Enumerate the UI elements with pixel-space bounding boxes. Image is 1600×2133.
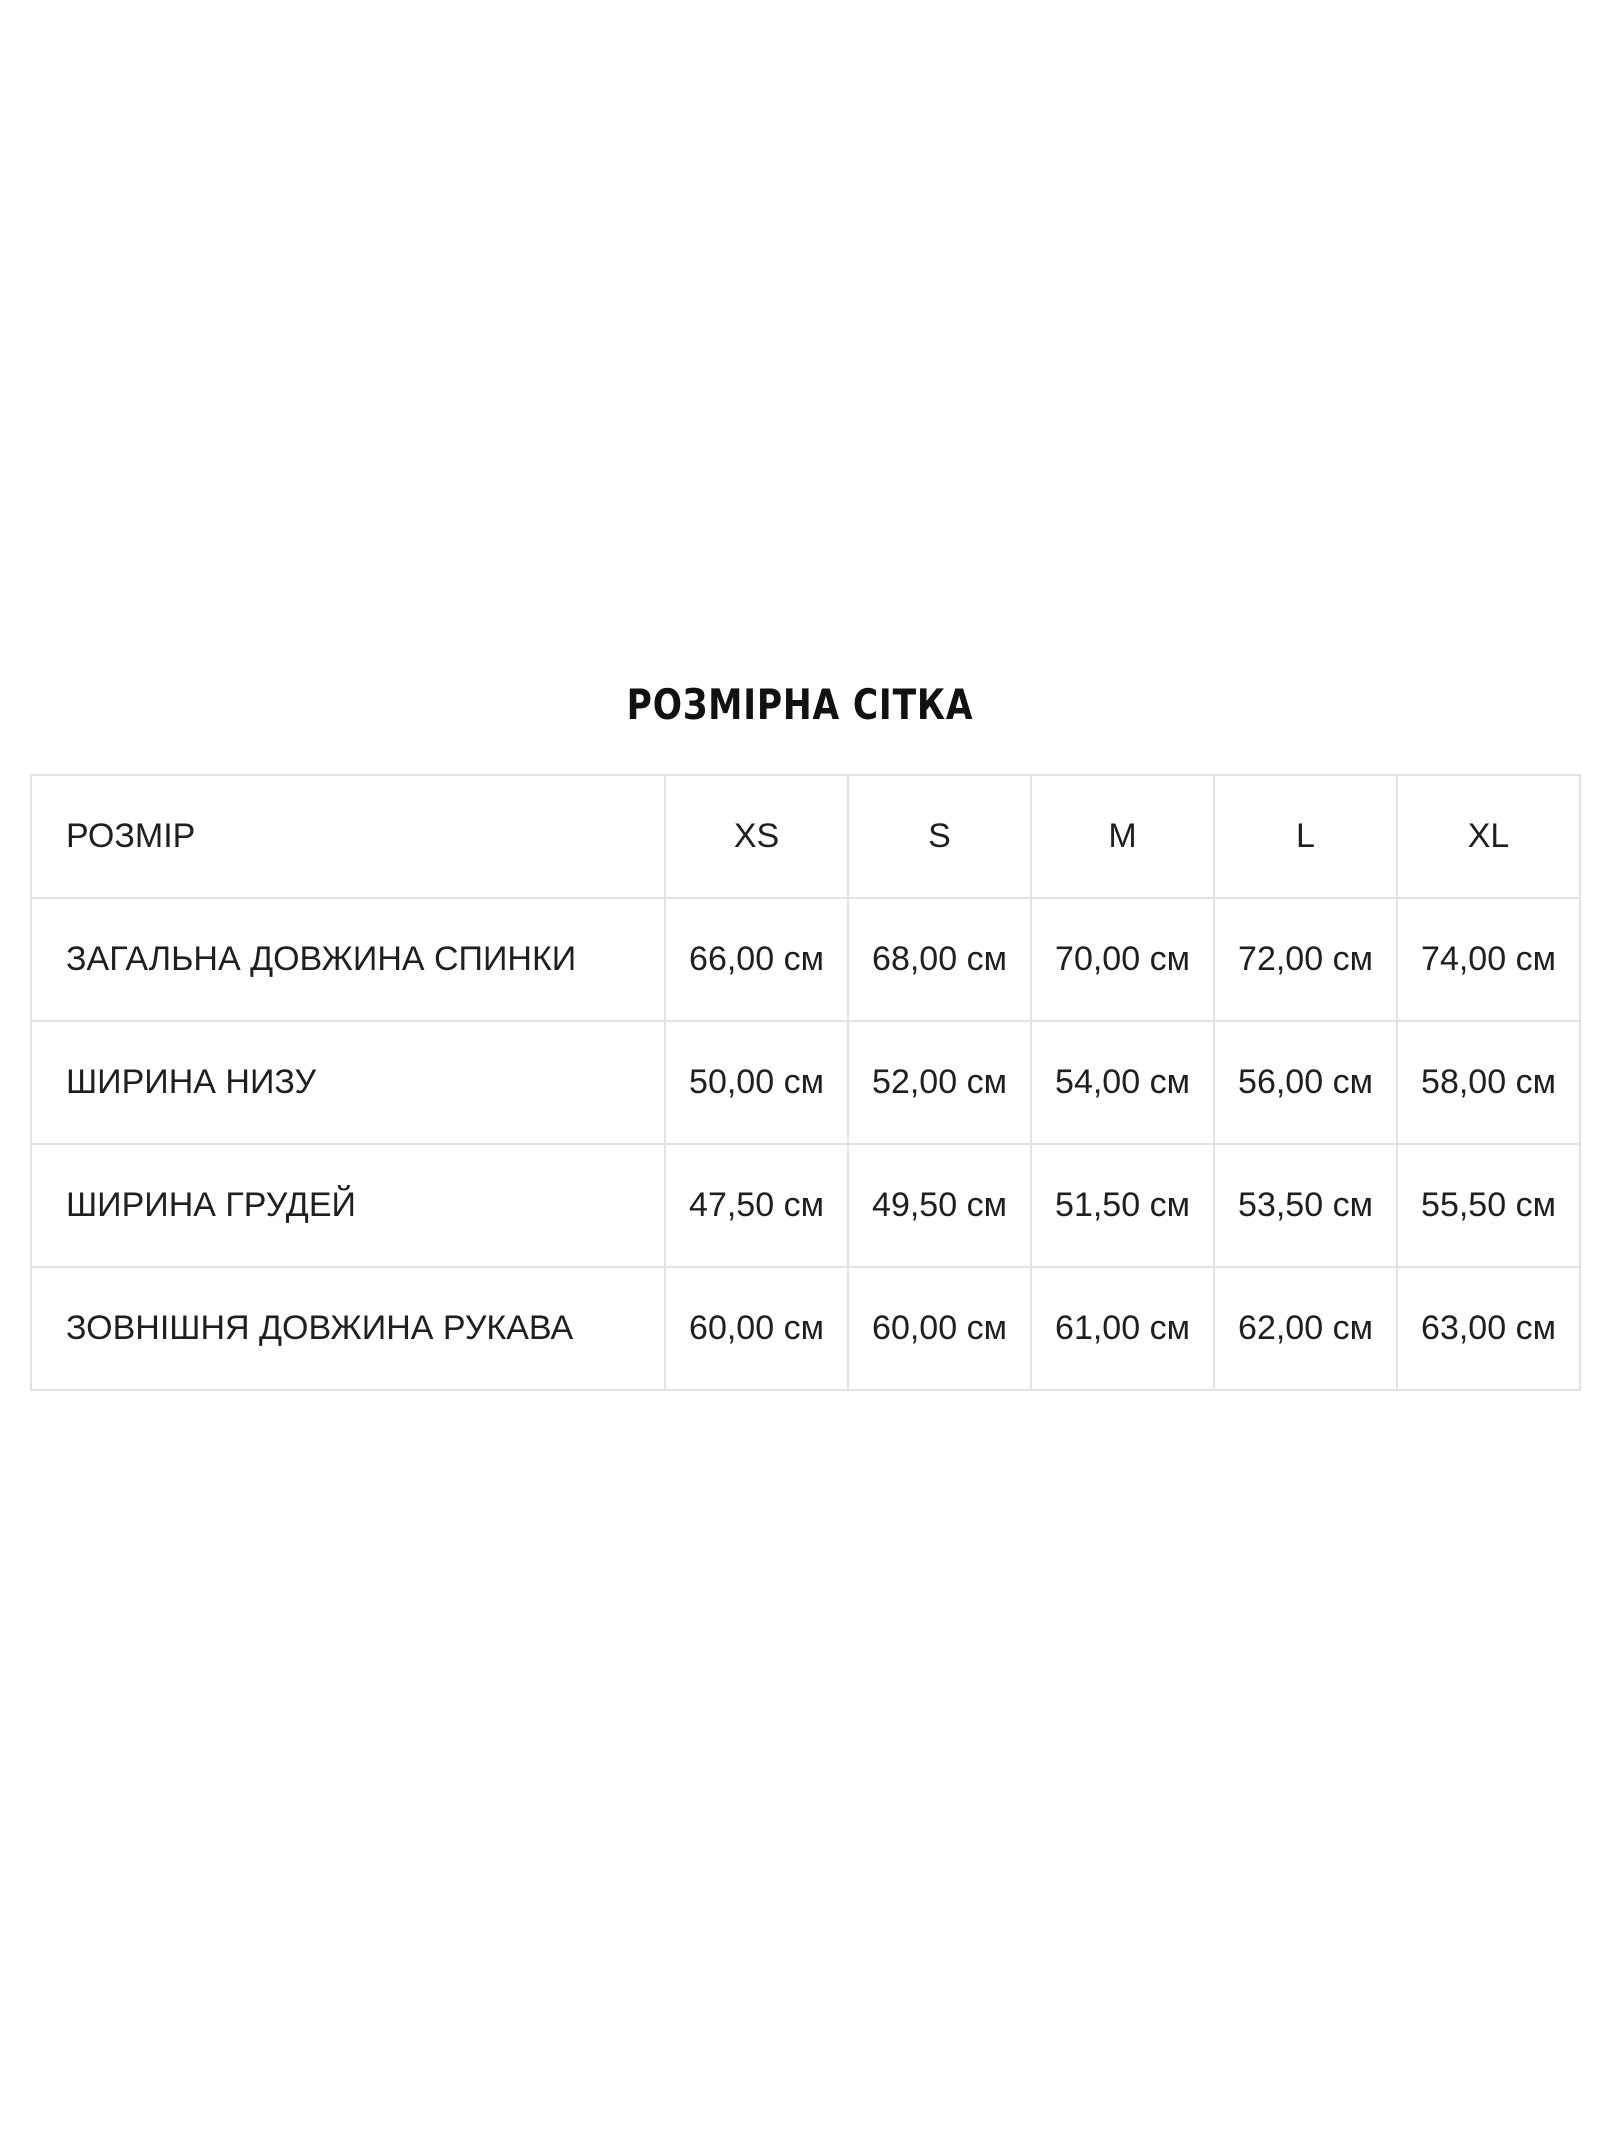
- header-size-xl: XL: [1397, 775, 1580, 898]
- table-cell: 68,00 см: [848, 898, 1031, 1021]
- header-size-l: L: [1214, 775, 1397, 898]
- header-size-m: M: [1031, 775, 1214, 898]
- table-cell: 60,00 см: [848, 1267, 1031, 1390]
- header-size-label: РОЗМІР: [31, 775, 665, 898]
- table-cell: 62,00 см: [1214, 1267, 1397, 1390]
- table-cell: 74,00 см: [1397, 898, 1580, 1021]
- table-cell: 51,50 см: [1031, 1144, 1214, 1267]
- table-row: [31, 1021, 1580, 1144]
- row-label: ШИРИНА ГРУДЕЙ: [31, 1144, 665, 1267]
- size-chart-table: [30, 774, 1581, 1391]
- row-label: ШИРИНА НИЗУ: [31, 1021, 665, 1144]
- table-cell: 60,00 см: [665, 1267, 848, 1390]
- row-label: ЗОВНІШНЯ ДОВЖИНА РУКАВА: [31, 1267, 665, 1390]
- table-cell: 52,00 см: [848, 1021, 1031, 1144]
- table-cell: 49,50 см: [848, 1144, 1031, 1267]
- table-cell: 53,50 см: [1214, 1144, 1397, 1267]
- table-cell: 72,00 см: [1214, 898, 1397, 1021]
- table-cell: 56,00 см: [1214, 1021, 1397, 1144]
- table-cell: 55,50 см: [1397, 1144, 1580, 1267]
- table-header-row: [31, 775, 1580, 898]
- table-cell: 47,50 см: [665, 1144, 848, 1267]
- table-cell: 63,00 см: [1397, 1267, 1580, 1390]
- table-row: [31, 1144, 1580, 1267]
- header-size-xs: XS: [665, 775, 848, 898]
- table-cell: 61,00 см: [1031, 1267, 1214, 1390]
- table-cell: 58,00 см: [1397, 1021, 1580, 1144]
- table-row: [31, 1267, 1580, 1390]
- header-size-s: S: [848, 775, 1031, 898]
- table-cell: 66,00 см: [665, 898, 848, 1021]
- size-chart-title: РОЗМІРНА СІТКА: [626, 680, 974, 729]
- table-cell: 70,00 см: [1031, 898, 1214, 1021]
- table-row: [31, 898, 1580, 1021]
- table-cell: 50,00 см: [665, 1021, 848, 1144]
- table-cell: 54,00 см: [1031, 1021, 1214, 1144]
- row-label: ЗАГАЛЬНА ДОВЖИНА СПИНКИ: [31, 898, 665, 1021]
